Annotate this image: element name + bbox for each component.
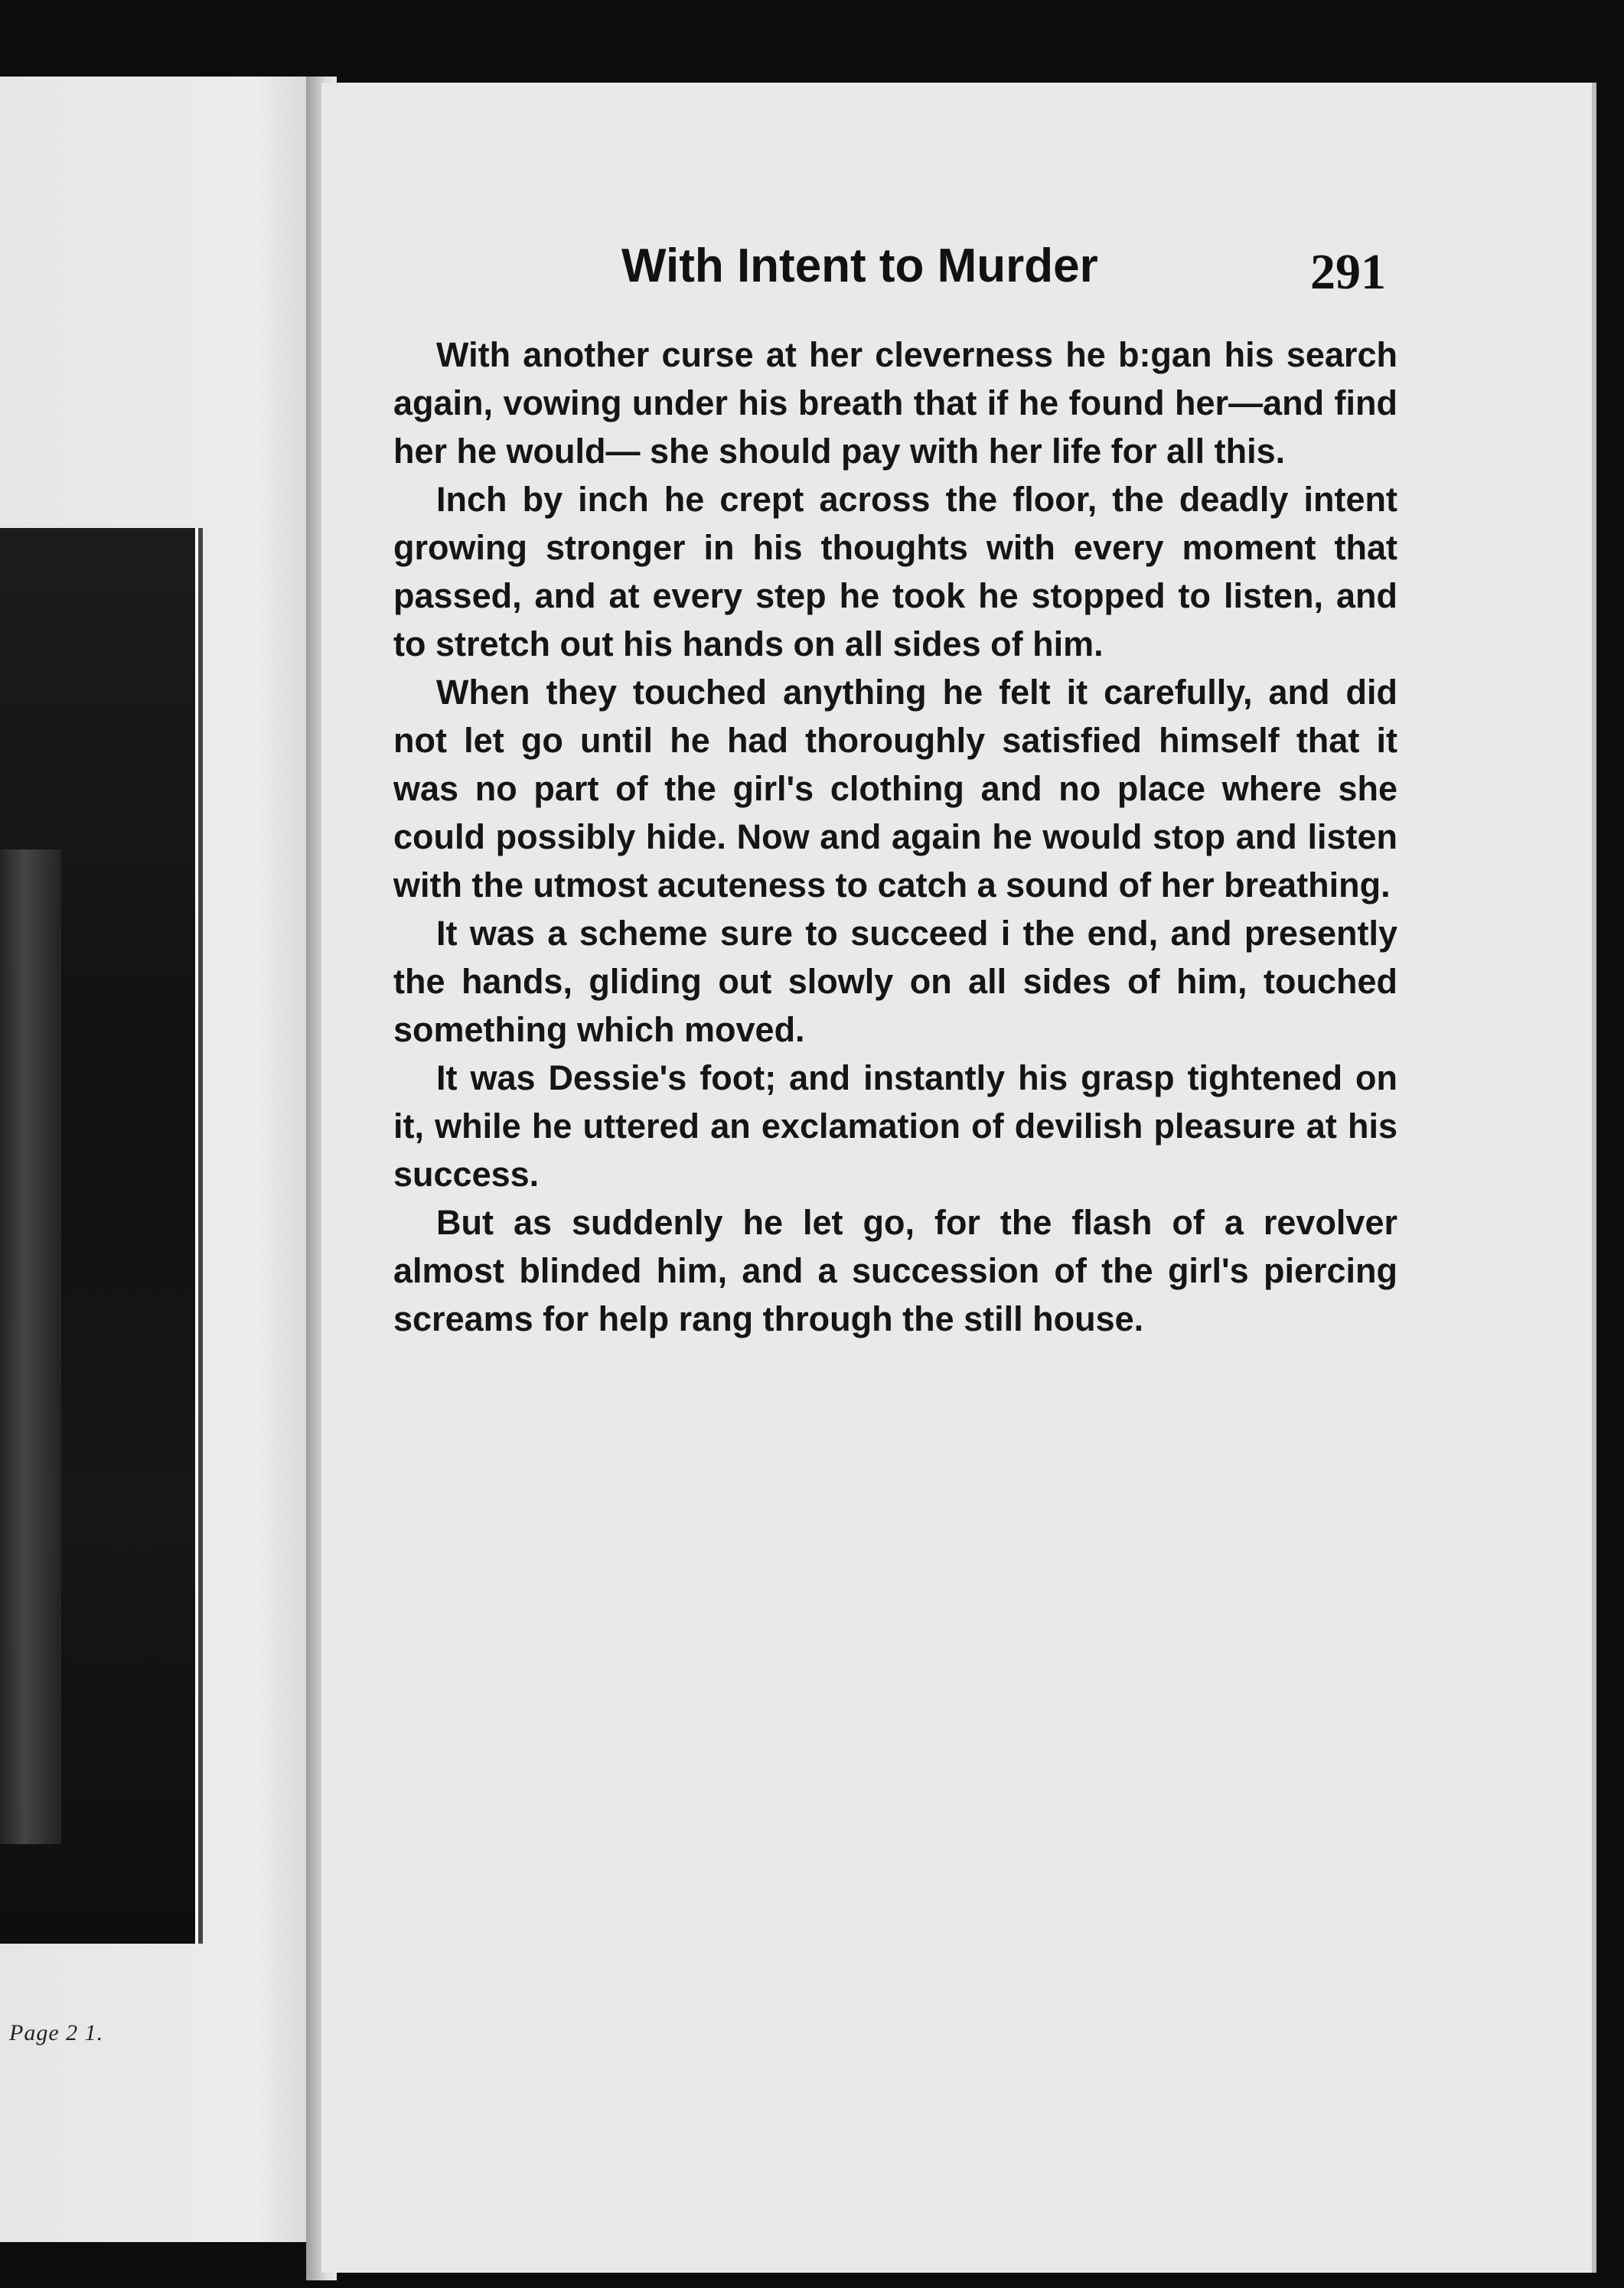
illustration-figure [0,849,61,1844]
paragraph: It was Dessie's foot; and instantly his grasp tightened on it, while he uttered an exclamation of devilish pleasure at his success. [393,1058,1397,1194]
plate-caption: Page 2 1. [9,2020,104,2045]
paragraph: It was a scheme sure to succeed i the end, and presently the hands, gliding out slowly on all sides of him, touched something which moved. [393,914,1397,1049]
body-text [393,331,1397,1343]
running-title: With Intent to Murder [621,240,1098,292]
paragraph: Inch by inch he crept across the floor, the deadly intent growing stronger in his thoughts with every moment that passed, and at every step he took he stopped to listen, and to stretch out his hands on all sides of him. [393,480,1397,663]
facing-page [0,77,321,2242]
page-number: 291 [1310,244,1386,300]
illustration-plate [0,528,198,1944]
paragraph: With another curse at her cleverness he b:gan his search again, vowing under his breath that if he found her—and find her he would— she should pay with her life for all this. [393,335,1397,471]
paragraph: When they touched anything he felt it carefully, and did not let go until he had thoroughly satisfied himself that it was no part of the girl's clothing and no place where she could possibly hide. Now and again he would stop and listen with the utmost acuteness to catch a sound of her breathing. [393,673,1397,904]
paragraph: But as suddenly he let go, for the flash of a revolver almost blinded him, and a succession of the girl's piercing screams for help rang through the still house. [393,1203,1397,1338]
